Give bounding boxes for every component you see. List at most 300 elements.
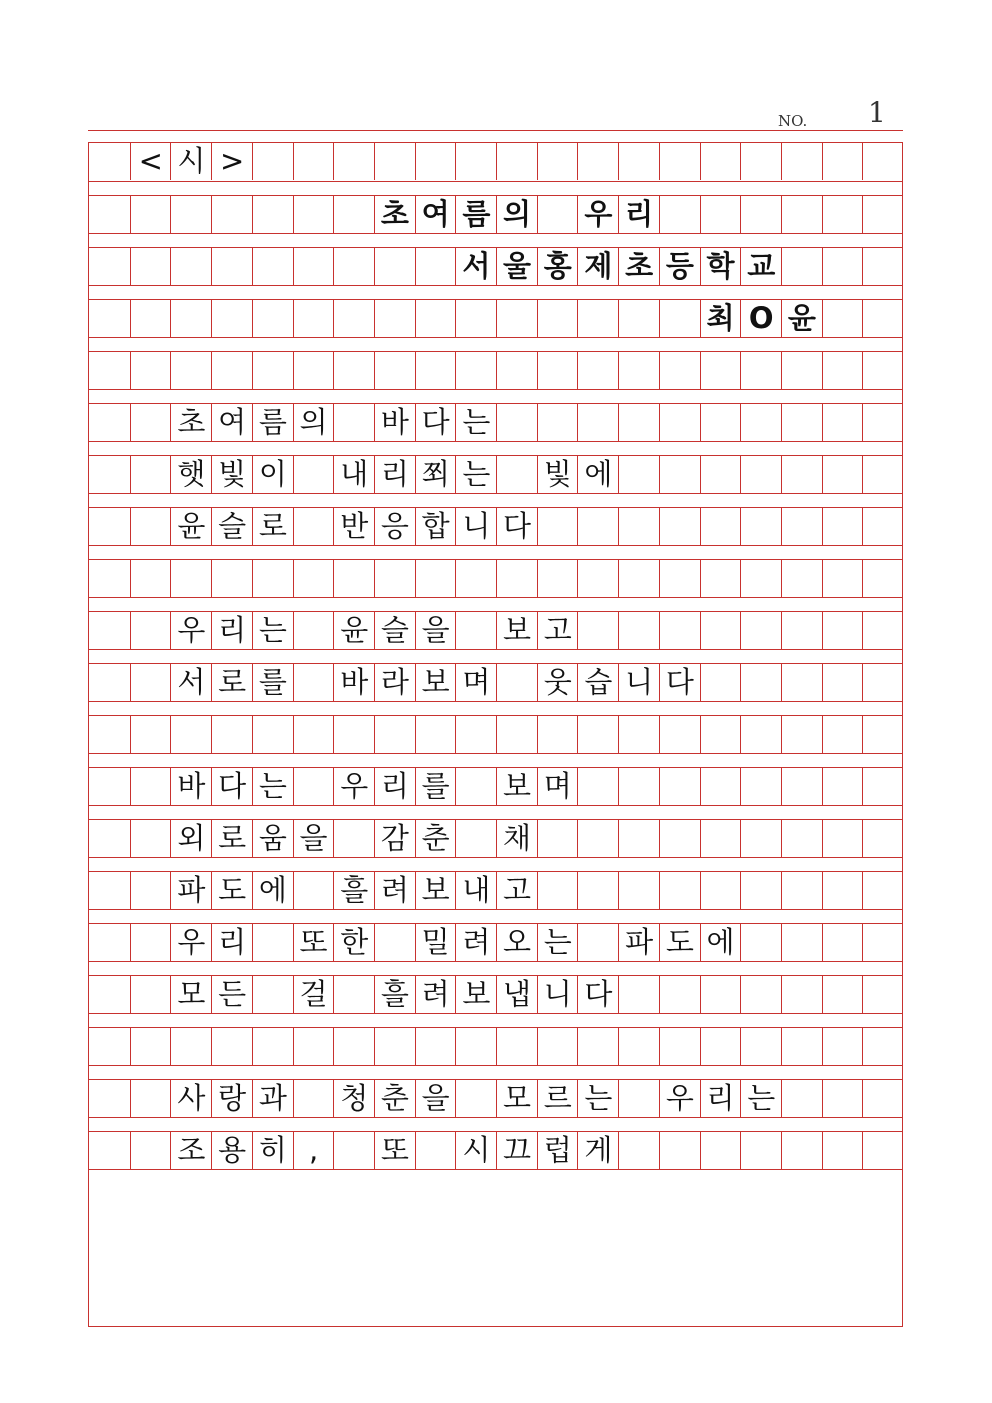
grid-row xyxy=(89,559,902,598)
grid-cell: 로 xyxy=(211,820,252,857)
grid-cell xyxy=(374,248,415,285)
grid-cell xyxy=(89,456,130,493)
grid-cell xyxy=(659,612,700,649)
grid-cell xyxy=(700,456,741,493)
grid-cell xyxy=(89,508,130,545)
grid-cell: 초 xyxy=(170,404,211,441)
grid-cell xyxy=(455,560,496,597)
grid-cell xyxy=(740,1132,781,1169)
grid-cell xyxy=(822,456,863,493)
grid-cell xyxy=(618,352,659,389)
grid-cell xyxy=(130,768,171,805)
grid-cell xyxy=(89,352,130,389)
grid-cell xyxy=(415,1028,456,1065)
grid-row xyxy=(89,871,902,910)
grid-cell xyxy=(700,352,741,389)
grid-cell xyxy=(415,300,456,337)
grid-cell xyxy=(293,1080,334,1117)
grid-cell xyxy=(822,143,863,180)
grid-cell: 르 xyxy=(537,1080,578,1117)
grid-cell: 또 xyxy=(374,1132,415,1169)
grid-cell: 려 xyxy=(455,924,496,961)
grid-cell xyxy=(862,976,903,1013)
grid-cell: 또 xyxy=(293,924,334,961)
grid-cell: 사 xyxy=(170,1080,211,1117)
grid-cell xyxy=(781,716,822,753)
grid-cell xyxy=(577,716,618,753)
grid-cell xyxy=(252,196,293,233)
grid-cell xyxy=(374,143,415,180)
grid-cell xyxy=(822,248,863,285)
grid-cell xyxy=(89,1028,130,1065)
grid-cell: 도 xyxy=(211,872,252,909)
grid-cell xyxy=(700,560,741,597)
grid-cell: 의 xyxy=(293,404,334,441)
grid-cell: 교 xyxy=(740,248,781,285)
grid-cell: 빛 xyxy=(211,456,252,493)
grid-cell xyxy=(577,508,618,545)
grid-cell xyxy=(618,768,659,805)
grid-cell xyxy=(659,508,700,545)
grid-cell xyxy=(293,352,334,389)
grid-cell xyxy=(333,404,374,441)
grid-cell xyxy=(333,143,374,180)
grid-cell: 는 xyxy=(740,1080,781,1117)
grid-cell xyxy=(130,976,171,1013)
grid-cell xyxy=(333,976,374,1013)
grid-cell: 는 xyxy=(537,924,578,961)
grid-cell xyxy=(537,716,578,753)
grid-cell: 시 xyxy=(170,143,211,180)
grid-cell: 다 xyxy=(659,664,700,701)
grid-cell: 걸 xyxy=(293,976,334,1013)
grid-cell xyxy=(293,196,334,233)
grid-cell: 니 xyxy=(537,976,578,1013)
grid-cell xyxy=(862,1028,903,1065)
grid-cell xyxy=(89,872,130,909)
grid-cell xyxy=(170,716,211,753)
grid-cell xyxy=(577,1028,618,1065)
grid-cell xyxy=(333,1028,374,1065)
grid-cell xyxy=(130,1132,171,1169)
grid-cell xyxy=(130,872,171,909)
grid-cell xyxy=(618,872,659,909)
page-number xyxy=(778,96,908,132)
grid-cell xyxy=(822,508,863,545)
grid-cell xyxy=(374,716,415,753)
grid-cell xyxy=(740,664,781,701)
grid-cell xyxy=(374,300,415,337)
grid-cell: 초 xyxy=(618,248,659,285)
grid-cell xyxy=(700,820,741,857)
grid-cell: 춘 xyxy=(415,820,456,857)
grid-cell xyxy=(415,248,456,285)
grid-cell xyxy=(455,352,496,389)
grid-cell xyxy=(415,1132,456,1169)
grid-cell xyxy=(496,664,537,701)
grid-cell: 보 xyxy=(415,664,456,701)
grid-cell xyxy=(781,768,822,805)
grid-cell: 리 xyxy=(374,768,415,805)
grid-cell xyxy=(822,196,863,233)
grid-cell xyxy=(252,976,293,1013)
grid-cell xyxy=(293,1028,334,1065)
grid-cell xyxy=(89,404,130,441)
grid-cell: 습 xyxy=(577,664,618,701)
grid-cell: 니 xyxy=(455,508,496,545)
grid-cell xyxy=(537,560,578,597)
grid-cell: 서 xyxy=(170,664,211,701)
grid-cell xyxy=(252,352,293,389)
grid-cell xyxy=(700,143,741,180)
grid-cell: 우 xyxy=(333,768,374,805)
grid-cell xyxy=(293,664,334,701)
grid-row xyxy=(89,195,902,234)
grid-row xyxy=(89,351,902,390)
grid-cell xyxy=(659,300,700,337)
grid-cell xyxy=(740,456,781,493)
grid-cell xyxy=(293,143,334,180)
grid-cell: 울 xyxy=(496,248,537,285)
grid-cell xyxy=(740,716,781,753)
grid-cell: 리 xyxy=(374,456,415,493)
grid-cell xyxy=(537,404,578,441)
grid-cell: 감 xyxy=(374,820,415,857)
grid-cell xyxy=(211,560,252,597)
grid-cell xyxy=(577,820,618,857)
grid-cell xyxy=(822,1132,863,1169)
grid-cell: 햇 xyxy=(170,456,211,493)
grid-cell xyxy=(700,664,741,701)
grid-cell xyxy=(822,300,863,337)
grid-cell xyxy=(862,1132,903,1169)
grid-cell: 채 xyxy=(496,820,537,857)
grid-cell xyxy=(455,716,496,753)
grid-cell xyxy=(659,820,700,857)
grid-cell: 반 xyxy=(333,508,374,545)
grid-cell xyxy=(130,508,171,545)
grid-cell xyxy=(130,1080,171,1117)
grid-cell xyxy=(374,924,415,961)
grid-cell xyxy=(89,664,130,701)
grid-cell xyxy=(89,1132,130,1169)
grid-cell xyxy=(293,560,334,597)
grid-cell: O xyxy=(740,300,781,337)
header-rule xyxy=(88,130,903,131)
grid-cell xyxy=(618,1028,659,1065)
grid-cell xyxy=(130,196,171,233)
grid-cell xyxy=(862,716,903,753)
manuscript-sheet xyxy=(88,142,903,1327)
grid-cell: 우 xyxy=(170,924,211,961)
grid-cell xyxy=(455,768,496,805)
grid-cell: 리 xyxy=(700,1080,741,1117)
grid-cell xyxy=(862,456,903,493)
grid-cell: 는 xyxy=(455,404,496,441)
grid-row xyxy=(89,715,902,754)
grid-cell xyxy=(862,924,903,961)
grid-cell: 외 xyxy=(170,820,211,857)
grid-cell xyxy=(740,1028,781,1065)
grid-cell xyxy=(781,664,822,701)
grid-cell: 빛 xyxy=(537,456,578,493)
grid-cell xyxy=(577,768,618,805)
grid-cell xyxy=(822,664,863,701)
grid-cell xyxy=(130,248,171,285)
grid-cell xyxy=(293,768,334,805)
grid-cell: 서 xyxy=(455,248,496,285)
grid-cell: 름 xyxy=(455,196,496,233)
grid-cell xyxy=(577,143,618,180)
grid-cell xyxy=(781,352,822,389)
grid-cell xyxy=(89,716,130,753)
grid-cell xyxy=(537,300,578,337)
grid-cell xyxy=(659,976,700,1013)
grid-cell xyxy=(293,612,334,649)
grid-cell: 의 xyxy=(496,196,537,233)
grid-cell: 우 xyxy=(170,612,211,649)
grid-cell: 슬 xyxy=(374,612,415,649)
grid-cell xyxy=(537,508,578,545)
grid-cell xyxy=(293,300,334,337)
grid-cell xyxy=(170,1028,211,1065)
grid-cell xyxy=(252,924,293,961)
grid-cell xyxy=(618,404,659,441)
grid-cell xyxy=(659,352,700,389)
grid-cell: 보 xyxy=(415,872,456,909)
grid-cell xyxy=(537,820,578,857)
grid-cell xyxy=(659,768,700,805)
grid-cell xyxy=(89,300,130,337)
grid-cell: 한 xyxy=(333,924,374,961)
grid-cell xyxy=(822,768,863,805)
grid-cell xyxy=(862,768,903,805)
grid-cell xyxy=(455,820,496,857)
grid-cell: 최 xyxy=(700,300,741,337)
grid-cell xyxy=(618,976,659,1013)
grid-cell xyxy=(822,404,863,441)
grid-cell: 니 xyxy=(618,664,659,701)
grid-cell: 도 xyxy=(659,924,700,961)
grid-cell: 에 xyxy=(577,456,618,493)
grid-cell: 는 xyxy=(252,612,293,649)
grid-cell xyxy=(822,612,863,649)
grid-cell xyxy=(537,1028,578,1065)
grid-cell xyxy=(333,352,374,389)
grid-cell xyxy=(333,196,374,233)
grid-cell xyxy=(130,664,171,701)
grid-cell xyxy=(374,560,415,597)
grid-cell xyxy=(700,404,741,441)
grid-cell: 럽 xyxy=(537,1132,578,1169)
grid-cell: 윤 xyxy=(170,508,211,545)
grid-cell xyxy=(333,1132,374,1169)
grid-cell: 는 xyxy=(252,768,293,805)
grid-cell: 초 xyxy=(374,196,415,233)
grid-cell xyxy=(293,456,334,493)
grid-cell xyxy=(781,248,822,285)
grid-cell xyxy=(740,872,781,909)
grid-cell: 제 xyxy=(577,248,618,285)
grid-cell: 리 xyxy=(211,924,252,961)
grid-cell: 등 xyxy=(659,248,700,285)
grid-cell: 냅 xyxy=(496,976,537,1013)
grid-cell: 움 xyxy=(252,820,293,857)
grid-cell xyxy=(130,352,171,389)
grid-cell xyxy=(333,820,374,857)
grid-cell: 를 xyxy=(415,768,456,805)
grid-cell xyxy=(89,248,130,285)
grid-cell xyxy=(781,508,822,545)
grid-cell xyxy=(822,976,863,1013)
grid-cell xyxy=(822,924,863,961)
grid-cell xyxy=(252,1028,293,1065)
grid-cell xyxy=(618,1132,659,1169)
grid-cell: 응 xyxy=(374,508,415,545)
grid-cell xyxy=(293,508,334,545)
grid-cell: , xyxy=(293,1132,334,1169)
grid-cell xyxy=(740,196,781,233)
grid-cell xyxy=(496,1028,537,1065)
grid-row xyxy=(89,975,902,1014)
grid-cell xyxy=(537,143,578,180)
grid-cell xyxy=(130,300,171,337)
grid-cell xyxy=(211,1028,252,1065)
grid-cell xyxy=(577,560,618,597)
grid-cell xyxy=(740,508,781,545)
grid-cell: 우 xyxy=(659,1080,700,1117)
grid-cell: 윤 xyxy=(781,300,822,337)
grid-cell xyxy=(618,300,659,337)
grid-cell xyxy=(130,924,171,961)
grid-cell: 여 xyxy=(211,404,252,441)
grid-cell xyxy=(659,143,700,180)
grid-cell xyxy=(415,352,456,389)
grid-cell xyxy=(740,612,781,649)
grid-cell xyxy=(170,352,211,389)
grid-cell: 내 xyxy=(333,456,374,493)
grid-cell xyxy=(822,560,863,597)
grid-cell xyxy=(130,404,171,441)
grid-cell: 게 xyxy=(577,1132,618,1169)
grid-cell xyxy=(659,872,700,909)
grid-cell: 모 xyxy=(496,1080,537,1117)
grid-cell: 흘 xyxy=(333,872,374,909)
grid-cell xyxy=(89,196,130,233)
grid-cell xyxy=(740,352,781,389)
grid-cell xyxy=(740,924,781,961)
grid-cell xyxy=(89,560,130,597)
grid-cell: 모 xyxy=(170,976,211,1013)
grid-cell xyxy=(862,248,903,285)
grid-cell xyxy=(862,560,903,597)
grid-cell xyxy=(618,508,659,545)
grid-cell xyxy=(781,196,822,233)
grid-cell xyxy=(130,456,171,493)
grid-cell: 오 xyxy=(496,924,537,961)
grid-cell: 려 xyxy=(374,872,415,909)
grid-cell: < xyxy=(130,143,171,180)
grid-cell: 보 xyxy=(496,612,537,649)
grid-cell xyxy=(700,872,741,909)
grid-cell xyxy=(618,456,659,493)
grid-cell: 를 xyxy=(252,664,293,701)
grid-cell xyxy=(618,612,659,649)
grid-cell: 며 xyxy=(455,664,496,701)
grid-cell: 바 xyxy=(170,768,211,805)
grid-cell xyxy=(333,248,374,285)
grid-cell: 랑 xyxy=(211,1080,252,1117)
grid-cell xyxy=(822,820,863,857)
grid-cell xyxy=(781,1080,822,1117)
grid-cell xyxy=(455,300,496,337)
grid-cell: 고 xyxy=(496,872,537,909)
grid-cell xyxy=(618,143,659,180)
grid-cell xyxy=(455,1028,496,1065)
grid-cell xyxy=(781,1028,822,1065)
grid-cell xyxy=(415,716,456,753)
grid-cell xyxy=(862,352,903,389)
grid-cell xyxy=(89,768,130,805)
grid-cell xyxy=(822,1080,863,1117)
grid-cell: 시 xyxy=(455,1132,496,1169)
grid-cell xyxy=(170,248,211,285)
grid-cell: 홍 xyxy=(537,248,578,285)
grid-cell xyxy=(700,1028,741,1065)
grid-cell xyxy=(89,612,130,649)
grid-cell xyxy=(252,560,293,597)
grid-cell xyxy=(537,872,578,909)
grid-cell xyxy=(659,404,700,441)
page-number-value: 1 xyxy=(868,96,886,129)
grid-cell xyxy=(822,872,863,909)
grid-cell xyxy=(293,248,334,285)
grid-cell xyxy=(659,456,700,493)
grid-cell xyxy=(862,872,903,909)
grid-cell: 보 xyxy=(455,976,496,1013)
grid-cell xyxy=(496,143,537,180)
grid-cell xyxy=(374,352,415,389)
grid-cell xyxy=(700,612,741,649)
grid-cell xyxy=(740,976,781,1013)
grid-cell xyxy=(170,196,211,233)
grid-cell xyxy=(211,248,252,285)
grid-cell xyxy=(577,352,618,389)
grid-cell xyxy=(781,560,822,597)
grid-row xyxy=(89,663,902,702)
grid-cell: 려 xyxy=(415,976,456,1013)
grid-cell: 파 xyxy=(170,872,211,909)
grid-cell xyxy=(455,143,496,180)
grid-cell xyxy=(415,560,456,597)
grid-cell: 윤 xyxy=(333,612,374,649)
grid-cell: 며 xyxy=(537,768,578,805)
grid-cell xyxy=(700,196,741,233)
grid-cell: 는 xyxy=(455,456,496,493)
grid-cell xyxy=(740,820,781,857)
grid-cell: 리 xyxy=(211,612,252,649)
grid-cell: 름 xyxy=(252,404,293,441)
grid-row xyxy=(89,299,902,338)
grid-cell xyxy=(252,143,293,180)
grid-cell xyxy=(822,1028,863,1065)
grid-cell xyxy=(577,612,618,649)
grid-cell xyxy=(415,143,456,180)
grid-cell xyxy=(659,716,700,753)
grid-cell: 든 xyxy=(211,976,252,1013)
grid-cell xyxy=(496,716,537,753)
grid-cell xyxy=(130,560,171,597)
